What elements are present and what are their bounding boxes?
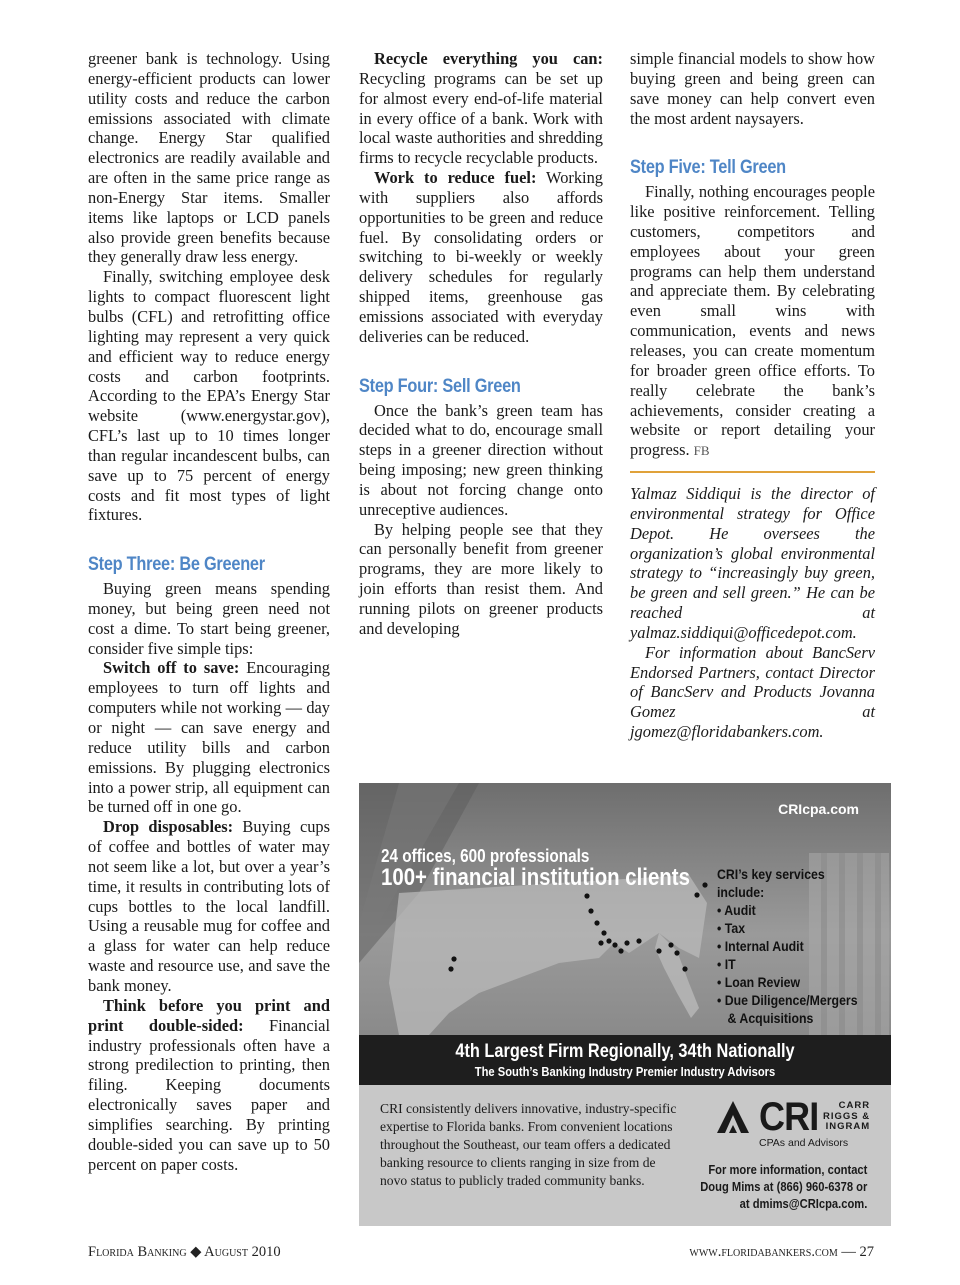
tip-label: Think before you print and print double-sided: <box>88 995 330 1035</box>
section-heading-step-four: Step Four: Sell Green <box>359 375 521 397</box>
tip-text: Buying cups of coffee and bottles of water may not seem like a lot, but over a year’s time, it results in contributing lots of cups bottles to the local landfill. Using a reusable mug for coffee and a glass for water can help reduce waste and resource use, and save the bank money. <box>88 817 330 995</box>
footer-website: www.floridabankers.com <box>689 1244 838 1260</box>
paragraph: greener bank is technology. Using energy-efficient products can lower utility costs and reduce the carbon emissions associated with climate change. Energy Star qualified electronics are readily available and are often in the same price range as non-Energy Star items. Smaller items like laptops or LCD panels also provide green benefits because they generally draw less energy. <box>88 49 330 267</box>
article-column-2 <box>359 49 603 639</box>
paragraph: By helping people see that they can personally benefit from greener programs, they are more likely to join efforts than resist them. And running pilots on greener products and developing <box>359 519 603 638</box>
logo-subtitle: CPAs and Advisors <box>759 1137 849 1149</box>
page-number: — 27 <box>837 1244 874 1260</box>
ad-services <box>717 865 870 1027</box>
ad-ranking-band <box>359 1035 891 1085</box>
article-column-1 <box>88 49 330 1174</box>
services-list <box>717 901 870 1027</box>
cri-logo <box>715 1097 875 1147</box>
tip-print-double-sided <box>88 996 330 1175</box>
service-item: • Loan Review <box>717 974 801 990</box>
author-bio <box>630 484 875 742</box>
divider <box>630 471 875 473</box>
logo-wordmark: CRI <box>759 1095 819 1139</box>
paragraph: simple financial models to show how buying green and being green can save money can help convert even the most ardent naysayers. <box>630 49 875 128</box>
tip-label: Switch off to save: <box>103 658 240 678</box>
service-item: • IT <box>717 956 736 972</box>
tagline: The South’s Banking Industry Premier Industry Advisors <box>474 1064 776 1079</box>
service-item: • Due Diligence/Mergers & Acquisitions <box>717 992 858 1026</box>
tip-text: Working with suppliers also affords opportunities to be green and reduce fuel. By consolidating orders or switching to bi-weekly or weekly delivery schedules for regularly shipped items, greenhouse gas emissions associated with everyday deliveries can be reduced. <box>359 168 603 346</box>
footer-publication: Florida Banking ◆ August 2010 <box>88 1244 281 1260</box>
ad-url: CRIcpa.com <box>778 801 859 817</box>
end-mark-icon: FB <box>693 443 710 459</box>
service-item: • Internal Audit <box>717 938 804 954</box>
ranking-line: 4th Largest Firm Regionally, 34th Nationally <box>455 1041 795 1062</box>
tip-switch-off <box>88 658 330 817</box>
paragraph: Once the bank’s green team has decided what to do, encourage small steps in a greener direction without being imposing; new green thinking is about not forcing change onto unreceptive audiences. <box>359 400 603 519</box>
tip-recycle <box>359 49 603 168</box>
tip-text: Encouraging employees to turn off lights and computers while not working — day or night — can save energy and reduce utility bills and carbon emissions. By plugging electronics into a power strip, all equipment can be turned off in one go. <box>88 658 330 817</box>
footer-page-info <box>689 1244 874 1261</box>
service-item: • Tax <box>717 920 746 936</box>
paragraph-text: Finally, nothing encourages people like positive reinforcement. Telling customers, competitors and employees about your green programs can help them understand and appreciate them. By celebrating even small wins with communication, events and news releases, you can create momentum for broader green office efforts. To really celebrate the bank’s achievements, consider creating a website or report detailing your progress. <box>630 182 875 460</box>
tip-text: Recycling programs can be set up for almost every end-of-life material in every office of a bank. Work with local waste authorities and shredding firms to recycle recyclable products. <box>359 68 603 168</box>
paragraph <box>630 182 875 461</box>
article-column-3 <box>630 49 875 742</box>
tip-label: Work to reduce fuel: <box>374 168 537 188</box>
ad-contact: For more information, contact Doug Mims at (866) 960-6378 or at dmims@CRIcpa.com. <box>699 1162 867 1211</box>
section-heading-step-three: Step Three: Be Greener <box>88 554 265 576</box>
cri-advertisement <box>359 783 891 1226</box>
tip-text: Financial industry professionals often have a strong predilection to printing, then filing. Keeping documents electronically saves paper and simplifies searching. By printing double-sided you can save up to 50 percent on paper costs. <box>88 1015 330 1174</box>
ad-map-panel <box>359 783 891 1035</box>
paragraph: Buying green means spending money, but being green need not cost a dime. To start being greener, consider five simple tips: <box>88 579 330 658</box>
logo-firm-name: CARR RIGGS & INGRAM <box>823 1100 871 1132</box>
ad-headline-large: 100+ financial institution clients <box>381 864 690 891</box>
tip-drop-disposables <box>88 817 330 996</box>
tip-label: Recycle everything you can: <box>374 49 603 68</box>
service-item: • Audit <box>717 902 756 918</box>
cri-triangle-icon <box>715 1099 751 1135</box>
paragraph: Finally, switching employee desk lights to compact fluorescent light bulbs (CFL) and retrofitting office lighting may represent a very quick and efficient way to reduce energy costs and carbon footprints. According to the EPA’s Energy Star website (www.energystar.gov), CFL’s last up to 10 times longer than regular incandescent bulbs, can save up to 75 percent of energy costs and fit most types of light fixtures. <box>88 267 330 525</box>
bio-paragraph: For information about BancServ Endorsed Partners, contact Director of BancServ and Products Jovanna Gomez at jgomez@floridabankers.com. <box>630 642 875 742</box>
section-heading-step-five: Step Five: Tell Green <box>630 157 786 179</box>
ad-body-text: CRI consistently delivers innovative, industry-specific expertise to Florida banks. From convenient locations throughout the Southeast, our team offers a dedicated banking resource to clients ranging in size from de novo status to publicly traded community banks. <box>380 1101 677 1188</box>
ad-headline-small: 24 offices, 600 professionals <box>381 846 590 866</box>
services-title: CRI’s key services include: <box>717 866 825 900</box>
tip-reduce-fuel <box>359 168 603 347</box>
tip-label: Drop disposables: <box>103 817 234 837</box>
bio-paragraph: Yalmaz Siddiqui is the director of environmental strategy for Office Depot. He oversees the organization’s global environmental strategy to “increasingly buy green, be green and sell green.” He can be reached at yalmaz.siddiqui@officedepot.com. <box>630 484 875 642</box>
